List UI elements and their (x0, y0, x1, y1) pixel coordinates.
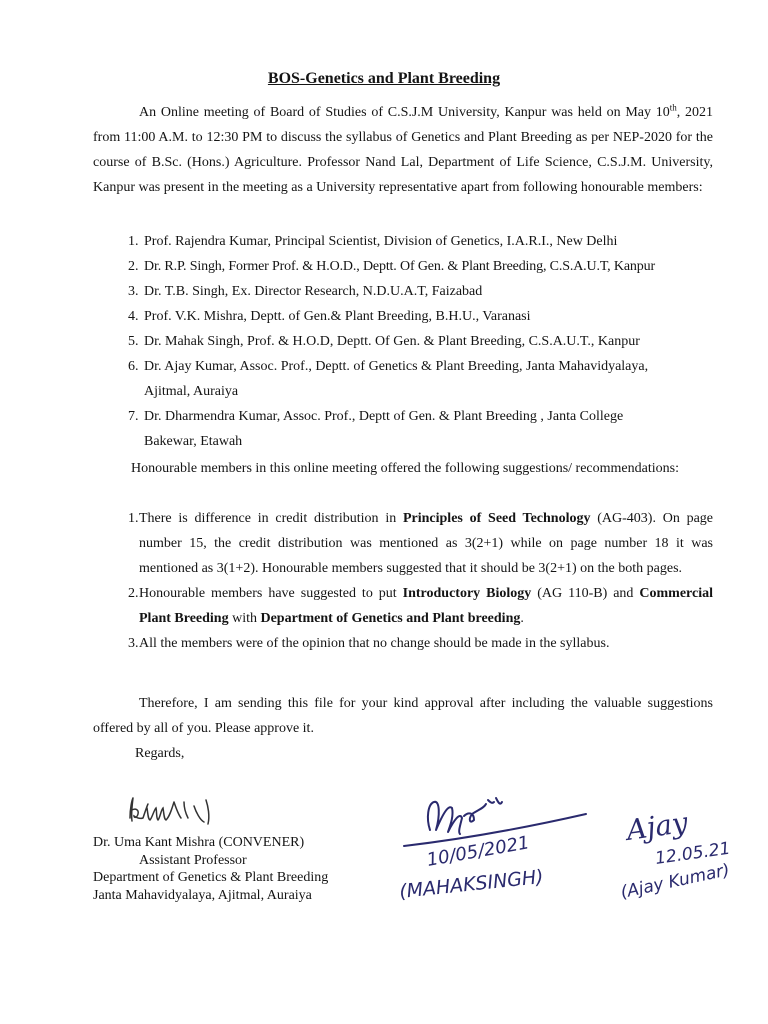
convener-block (93, 834, 328, 904)
mahak-signature-date: 10/05/2021 (425, 832, 532, 871)
ajay-signature-date: 12.05.21 (653, 838, 732, 869)
bold-course-name: Introductory Biology (402, 586, 532, 601)
intro-paragraph (93, 100, 713, 200)
ajay-signature-short: Ajay (624, 805, 690, 847)
bold-department-name: Department of Genetics and Plant breeding (260, 611, 521, 626)
list-item: 4. Prof. V.K. Mishra, Deptt. of Gen.& Plant Breeding, B.H.U., Varanasi (128, 309, 531, 324)
regards-text: Regards, (135, 746, 185, 761)
members-list (93, 229, 713, 454)
suggestion-item-1: 1. There is difference in credit distribution in Principles of Seed Technology (AG-403). On page number 15, the credit distribution was mentioned as 3(2+1) while on page number 18 it was mentioned as 3(1+2). Honourable members suggested that it should be 3(2+1) on the both pages. (128, 511, 714, 576)
closing-paragraph: Therefore, I am sending this file for your kind approval after including the valuable suggestions offered by all of you. Please approve it. (93, 696, 713, 736)
ajay-signature-name: (Ajay Kumar) (618, 860, 732, 903)
convener-name: Dr. Uma Kant Mishra (CONVENER) (93, 835, 305, 850)
bold-course-name: Principles of Seed Technology (402, 511, 591, 526)
convener-institution: Janta Mahavidyalaya, Ajitmal, Auraiya (93, 887, 312, 903)
suggestion-item-3: 3. All the members were of the opinion that no change should be made in the syllabus. (128, 636, 610, 651)
mahak-singh-signature (398, 790, 594, 908)
convener-department: Department of Genetics & Plant Breeding (93, 870, 329, 885)
list-item: 2. Dr. R.P. Singh, Former Prof. & H.O.D., Deptt. Of Gen. & Plant Breeding, C.S.A.U.T, Kanpur (128, 259, 655, 274)
intro-superscript: th (669, 102, 677, 113)
list-item: 3. Dr. T.B. Singh, Ex. Director Research, N.D.U.A.T, Faizabad (128, 284, 483, 299)
convener-signature (126, 794, 226, 828)
list-item: 7. Dr. Dharmendra Kumar, Assoc. Prof., Deptt of Gen. & Plant Breeding , Janta College Bakewar, Etawah (128, 409, 624, 449)
bold-course-name: Commercial Plant Breeding (139, 586, 713, 626)
intro-text-part1: An Online meeting of Board of Studies of C.S.J.M University, Kanpur was held on May 10 (139, 105, 670, 120)
list-item: 5. Dr. Mahak Singh, Prof. & H.O.D, Deptt. Of Gen. & Plant Breeding, C.S.A.U.T., Kanpur (128, 334, 640, 349)
suggestion-item-2: 2. Honourable members have suggested to put Introductory Biology (AG 110-B) and Commercial Plant Breeding with Department of Genetics and Plant breeding. (128, 586, 713, 626)
ajay-kumar-signature (616, 800, 768, 910)
document-title: BOS-Genetics and Plant Breeding (267, 70, 501, 87)
list-item: 6. Dr. Ajay Kumar, Assoc. Prof., Deptt. of Genetics & Plant Breeding, Janta Mahavidyalaya, Ajitmal, Auraiya (128, 359, 649, 399)
suggestions-list (93, 506, 713, 656)
mahak-signature-name: (MAHAKSINGH) (398, 865, 545, 903)
convener-designation: Assistant Professor (139, 852, 247, 868)
list-item: 1. Prof. Rajendra Kumar, Principal Scientist, Division of Genetics, I.A.R.I., New Delhi (128, 234, 618, 249)
suggestions-intro: Honourable members in this online meeting offered the following suggestions/ recommendations: (131, 461, 679, 476)
intro-text-part2: , 2021 from 11:00 A.M. to 12:30 PM to discuss the syllabus of Genetics and Plant Breeding as per NEP-2020 for the course of B.Sc. (Hons.) Agriculture. Professor Nand Lal, Department of Life Science, C.S.J.M. University, Kanpur was present in the meeting as a University representative apart from following honourable members: (93, 105, 713, 195)
